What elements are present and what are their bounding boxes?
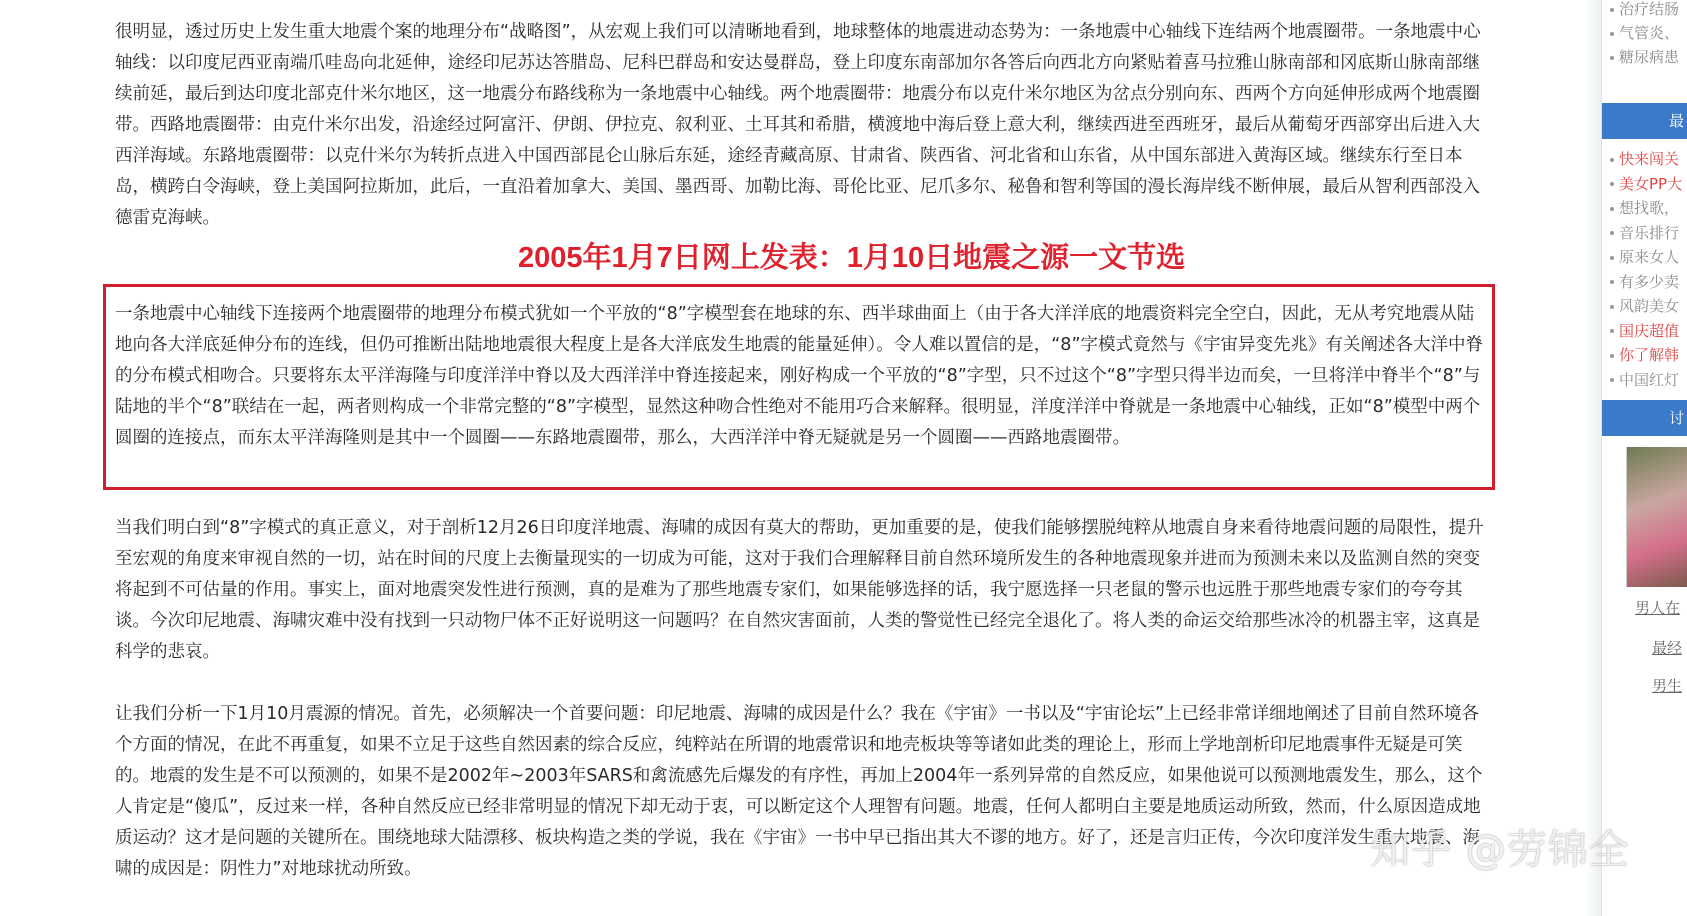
sidebar-thumbnail-image[interactable]: [1626, 447, 1687, 587]
sidebar-list-item-label: 有多少卖: [1619, 272, 1680, 291]
sidebar-list-item-label: 原来女人: [1619, 248, 1680, 266]
bullet-icon: [1610, 182, 1614, 186]
article-paragraph-1: 很明显，透过历史上发生重大地震个案的地理分布“战略图”，从宏观上我们可以清晰地看到，地球整体的地震进动态势为：一条地震中心轴线下连结两个地震圈带。一条地震中心轴线：以印度尼西亚南端爪哇岛向北延伸，途经印尼苏达答腊岛、尼科巴群岛和安达曼群岛，登上印度东南部加尔各答后向西北方向紧贴着喜马拉雅山脉南部和冈底斯山脉南部继续前延，最后到达印度北部克什米尔地区，这一地震分布路线称为一条地震中心轴线。两个地震圈带：地震分布以克什米尔地区为岔点分别向东、西两个方向延伸形成两个地震圈带。西路地震圈带：由克什米尔出发，沿途经过阿富汗、伊朗、伊拉克、叙利亚、土耳其和希腊，横渡地中海后登上意大利，继续西进至西班牙，最后从葡萄牙西部穿出后进入大西洋海域。东路地震圈带：以克什米尔为转折点进入中国西部昆仑山脉后东延，途经青藏高原、甘肃省、陕西省、河北省和山东省，从中国东部进入黄海区域。继续东行至日本岛，横跨白令海峡，登上美国阿拉斯加，此后，一直沿着加拿大、美国、墨西哥、加勒比海、哥伦比亚、尼爪多尔、秘鲁和智利等国的漫长海岸线不断伸展，最后从智利西部没入德雷克海峡。: [115, 22, 1481, 228]
bullet-icon: [1610, 256, 1614, 260]
sidebar-list-item[interactable]: [1610, 322, 1679, 340]
sidebar-list-item[interactable]: [1610, 175, 1682, 193]
excerpt-quote-text: 一条地震中心轴线下连接两个地震圈带的地理分布模式犹如一个平放的“8”字模型套在地球的东、西半球曲面上（由于各大洋洋底的地震资料完全空白，因此，无从考究地震从陆地向各大洋底延伸分布的连线，但仍可推断出陆地地震很大程度上是各大洋底发生地震的能量延伸）。令人难以置信的是，“8”字模式竟然与《宇宙异变先兆》有关阐述各大洋中脊的分布模式相吻合。只要将东太平洋海隆与印度洋洋中脊以及大西洋洋中脊连接起来，刚好构成一个平放的“8”字型，只不过这个“8”字型只得半边而矣，一旦将洋中脊半个“8”与陆地的半个“8”联结在一起，两者则构成一个非常完整的“8”字模型，显然这种吻合性绝对不能用巧合来解释。很明显，洋度洋洋中脊就是一条地震中心轴线，正如“8”模型中两个圆圈的连接点，而东太平洋海隆则是其中一个圆圈——东路地震圈带，那么，大西洋洋中脊无疑就是另一个圆圈——西路地震圈带。: [115, 304, 1484, 448]
bullet-icon: [1610, 207, 1614, 211]
sidebar-section-header: 讨: [1602, 400, 1687, 436]
sidebar-list-item-label: 国庆超值: [1619, 321, 1680, 340]
highlighted-excerpt-box: [103, 284, 1495, 490]
sidebar-thumb-link[interactable]: 男生: [1652, 677, 1683, 695]
sidebar-list-item[interactable]: [1610, 224, 1679, 242]
article-paragraph-4: 让我们分析一下1月10月震源的情况。首先，必须解决一个首要问题：印尼地震、海啸的成因是什么？我在《宇宙》一书以及“宇宙论坛”上已经非常详细地阐述了目前自然环境各个方面的情况，在此不再重复，如果不立足于这些自然因素的综合反应，纯粹站在所谓的地震常识和地壳板块等等诸如此类的理论上，形而上学地剖析印尼地震事件无疑是可笑的。地震的发生是不可以预测的，如果不是2002年~2003年SARS和禽流感先后爆发的有序性，再加上2004年一系列异常的自然反应，如果他说可以预测地震发生，那么，这个人肯定是“傻瓜”，反过来一样，各种自然反应已经非常明显的情况下却无动于衷，可以断定这个人理智有问题。地震，任何人都明白主要是地质运动所致，然而，什么原因造成地质运动？这才是问题的关键所在。围绕地球大陆漂移、板块构造之类的学说，我在《宇宙》一书中早已指出其大不谬的地方。好了，还是言归正传，今次印度洋发生重大地震、海啸的成因是：阴性力”对地球扰动所致。: [115, 704, 1483, 879]
sidebar-list-item-label: 想找歌，: [1619, 199, 1680, 217]
content-edge-shadow: [1585, 0, 1601, 916]
sidebar-list-item[interactable]: [1610, 346, 1679, 364]
right-sidebar: [1601, 0, 1687, 916]
bullet-icon: [1610, 231, 1614, 235]
sidebar-list-item-label: 风韵美女: [1619, 297, 1680, 315]
bullet-icon: [1610, 378, 1614, 382]
sidebar-list-item[interactable]: [1610, 273, 1679, 291]
bullet-icon: [1610, 158, 1614, 162]
sidebar-list-item-label: 中国红灯: [1619, 370, 1680, 389]
sidebar-list-item[interactable]: [1610, 371, 1679, 389]
sidebar-list-item[interactable]: [1610, 150, 1679, 168]
bullet-icon: [1610, 354, 1614, 358]
sidebar-top-item[interactable]: 糖尿病患: [1610, 48, 1679, 66]
sidebar-list-item[interactable]: [1610, 248, 1679, 266]
bullet-icon: [1610, 8, 1614, 12]
bullet-icon: [1610, 32, 1614, 36]
excerpt-headline: 2005年1月7日网上发表：1月10日地震之源一文节选: [518, 242, 1186, 274]
sidebar-list-item-label: 音乐排行: [1619, 223, 1680, 242]
sidebar-list-item-label: 美女PP大: [1619, 174, 1683, 193]
bullet-icon: [1610, 56, 1614, 60]
zhihu-watermark: 知乎 @劳锦全: [1370, 827, 1630, 873]
bullet-icon: [1610, 329, 1614, 333]
sidebar-list-item-label: 你了解韩: [1619, 346, 1680, 364]
sidebar-top-item[interactable]: 治疗结肠: [1610, 0, 1679, 18]
article-paragraph-3: 当我们明白到“8”字模式的真正意义，对于剖析12月26日印度洋地震、海啸的成因有莫大的帮助，更加重要的是，使我们能够摆脱纯粹从地震自身来看待地震问题的局限性，提升至宏观的角度来审视自然的一切，站在时间的尺度上去衡量现实的一切成为可能，这对于我们合理解释目前自然环境所发生的各种地震现象并进而为预测未来以及监测自然的突变将起到不可估量的作用。事实上，面对地震突发性进行预测，真的是难为了那些地震专家们，如果能够选择的话，我宁愿选择一只老鼠的警示也远胜于那些地震专家们的夸夸其谈。今次印尼地震、海啸灾难中没有找到一只动物尸体不正好说明这一问题吗？在自然灾害面前，人类的警觉性已经完全退化了。将人类的命运交给那些冰冷的机器主宰，这真是科学的悲哀。: [115, 518, 1484, 662]
bullet-icon: [1610, 305, 1614, 309]
sidebar-thumb-link[interactable]: 男人在: [1635, 599, 1681, 617]
bullet-icon: [1610, 280, 1614, 284]
sidebar-list-item[interactable]: [1610, 199, 1679, 217]
sidebar-section-header: 最: [1602, 103, 1687, 139]
sidebar-list-item-label: 快来闯关: [1619, 150, 1680, 168]
sidebar-thumb-link[interactable]: 最经: [1652, 639, 1683, 657]
sidebar-top-item[interactable]: 气管炎、: [1610, 24, 1679, 42]
sidebar-list-item[interactable]: [1610, 297, 1679, 315]
